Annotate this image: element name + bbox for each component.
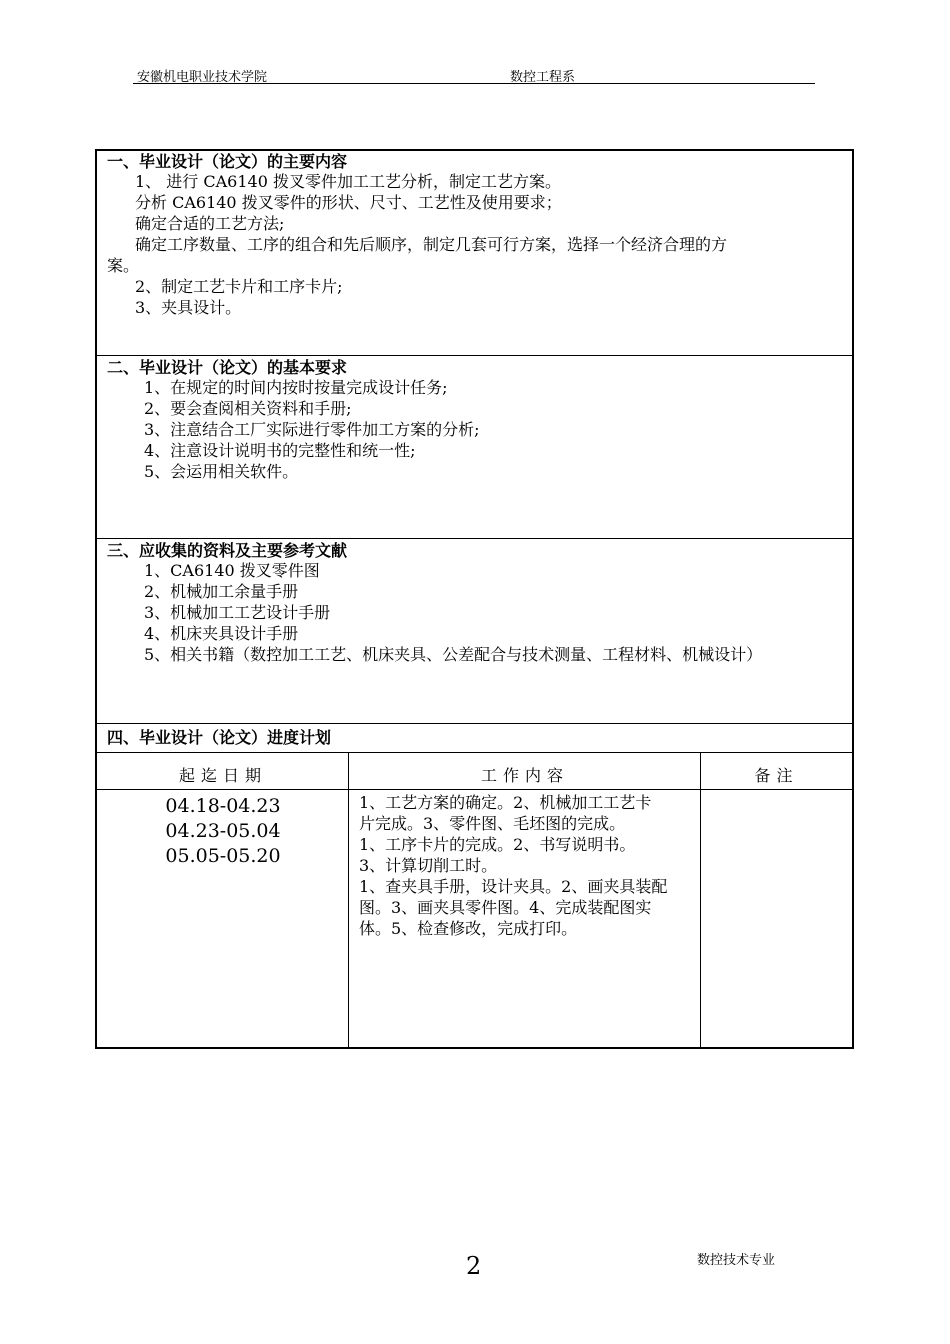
section-1-line: 3、夹具设计。	[135, 298, 242, 317]
task-table	[95, 149, 854, 1049]
work-line: 1、查夹具手册，设计夹具。2、画夹具装配	[359, 877, 668, 896]
section-divider	[97, 355, 852, 356]
page-number: 2	[466, 1252, 482, 1280]
section-1-line: 确定合适的工艺方法;	[135, 214, 285, 233]
section-divider	[97, 538, 852, 539]
section-schedule	[97, 728, 852, 747]
section-references	[97, 541, 852, 665]
schedule-header-rule	[97, 752, 852, 753]
header-rule	[133, 83, 815, 84]
section-divider	[97, 723, 852, 724]
work-line: 1、工序卡片的完成。2、书写说明书。	[359, 835, 636, 854]
header-school: 安徽机电职业技术学院	[137, 70, 268, 85]
work-line: 3、计算切削工时。	[359, 856, 498, 875]
section-1-line: 1、 进行 CA6140 拨叉零件加工工艺分析，制定工艺方案。	[135, 172, 561, 191]
section-basic-requirements	[97, 358, 852, 482]
section-3-line: 3、机械加工工艺设计手册	[144, 603, 331, 622]
work-line: 1、工艺方案的确定。2、机械加工工艺卡	[359, 793, 652, 812]
schedule-body-rule	[97, 789, 852, 790]
column-header-dates: 起迄日期	[178, 766, 267, 785]
section-1-line: 案。	[107, 256, 140, 275]
section-2-line: 1、在规定的时间内按时按量完成设计任务;	[144, 378, 448, 397]
work-line: 片完成。3、零件图、毛坯图的完成。	[359, 814, 626, 833]
section-3-line: 5、相关书籍（数控加工工艺、机床夹具、公差配合与技术测量、工程材料、机械设计）	[144, 645, 763, 664]
work-line: 体。5、检查修改，完成打印。	[359, 919, 578, 938]
column-divider	[700, 752, 701, 1049]
section-3-line: 2、机械加工余量手册	[144, 582, 299, 601]
section-1-line: 分析 CA6140 拨叉零件的形状、尺寸、工艺性及使用要求；	[135, 193, 562, 212]
section-1-line: 2、制定工艺卡片和工序卡片;	[135, 277, 343, 296]
section-4-title: 四、毕业设计（论文）进度计划	[107, 728, 332, 747]
schedule-work-content	[359, 792, 699, 939]
column-header-work: 工作内容	[480, 766, 569, 785]
section-2-line: 3、注意结合工厂实际进行零件加工方案的分析;	[144, 420, 480, 439]
date-range: 04.23-05.04	[165, 820, 281, 842]
date-range: 04.18-04.23	[165, 795, 281, 817]
schedule-dates	[97, 794, 349, 869]
section-2-line: 4、注意设计说明书的完整性和统一性;	[144, 441, 416, 460]
section-2-title: 二、毕业设计（论文）的基本要求	[107, 358, 348, 377]
section-2-line: 5、会运用相关软件。	[144, 462, 299, 481]
header-department: 数控工程系	[510, 70, 576, 85]
section-2-line: 2、要会查阅相关资料和手册;	[144, 399, 352, 418]
work-line: 图。3、画夹具零件图。4、完成装配图实	[359, 898, 652, 917]
section-1-line: 确定工序数量、工序的组合和先后顺序，制定几套可行方案，选择一个经济合理的方	[135, 235, 728, 254]
section-1-title: 一、毕业设计（论文）的主要内容	[107, 152, 348, 171]
section-3-line: 4、机床夹具设计手册	[144, 624, 299, 643]
section-3-title: 三、应收集的资料及主要参考文献	[107, 541, 348, 560]
footer-major: 数控技术专业	[697, 1253, 776, 1268]
section-3-line: 1、CA6140 拨叉零件图	[144, 561, 320, 580]
date-range: 05.05-05.20	[165, 845, 281, 867]
section-main-content	[97, 152, 852, 318]
column-header-notes: 备注	[754, 766, 799, 785]
